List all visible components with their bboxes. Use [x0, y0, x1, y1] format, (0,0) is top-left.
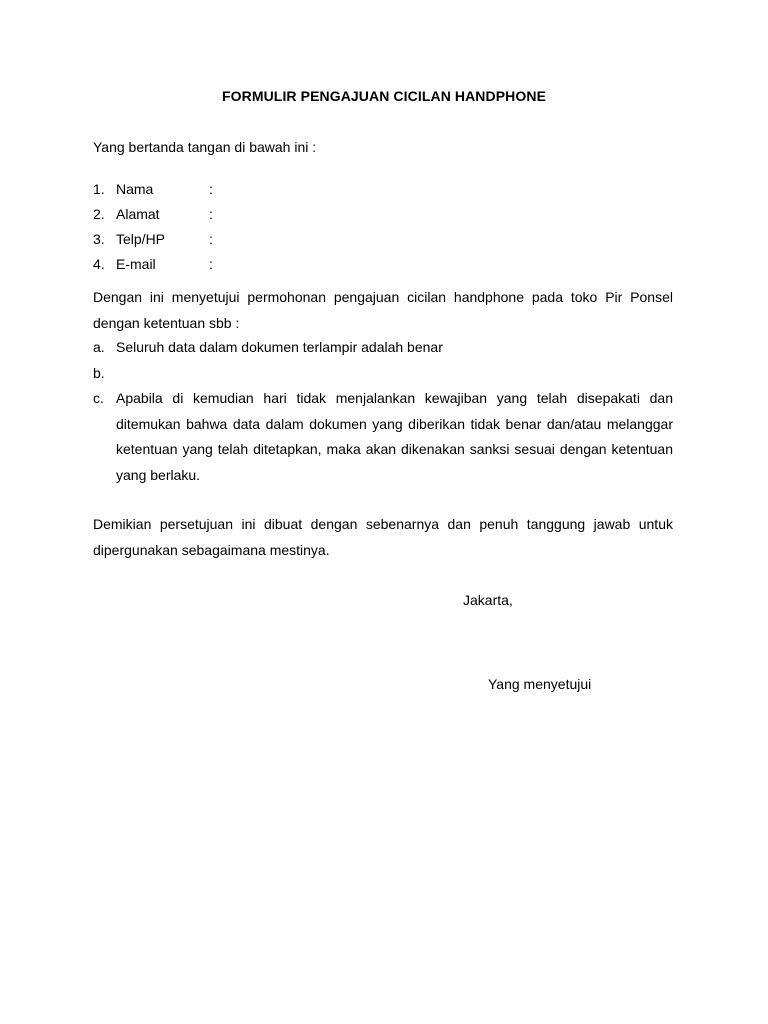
field-label: Telp/HP [116, 231, 166, 247]
field-number: 2. [93, 206, 105, 222]
approver-label: Yang menyetujui [488, 676, 592, 692]
field-alamat [93, 205, 493, 230]
term-letter: c. [93, 390, 104, 406]
field-label: E-mail [116, 256, 156, 272]
place-date: Jakarta, [463, 592, 513, 608]
term-item [93, 386, 673, 488]
term-text [116, 361, 673, 387]
field-colon: : [209, 181, 213, 197]
field-nama [93, 180, 493, 205]
term-letter: b. [93, 364, 105, 381]
field-colon: : [209, 206, 213, 222]
field-email [93, 255, 493, 280]
field-colon: : [209, 231, 213, 247]
field-number: 4. [93, 256, 105, 272]
field-number: 3. [93, 231, 105, 247]
term-item [93, 361, 673, 387]
identity-fields [93, 180, 493, 280]
intro-text: Yang bertanda tangan di bawah ini : [93, 139, 317, 155]
term-text: Apabila di kemudian hari tidak menjalankan kewajiban yang telah disepakati dan ditemukan bahwa data dalam dokumen yang diberikan tidak benar dan/atau melanggar ketentuan yang telah ditetapkan, maka akan dikenakan sanksi sesuai dengan ketentuan yang berlaku. [116, 390, 673, 483]
field-label: Nama [116, 181, 154, 197]
document-title: FORMULIR PENGAJUAN CICILAN HANDPHONE [221, 88, 547, 104]
agreement-paragraph: Dengan ini menyetujui permohonan pengajuan cicilan handphone pada toko Pir Ponsel dengan ketentuan sbb : [93, 289, 673, 331]
term-item [93, 335, 673, 361]
terms-list [93, 335, 673, 488]
term-letter: a. [93, 339, 105, 355]
field-number: 1. [93, 181, 105, 197]
field-label: Alamat [116, 206, 160, 222]
closing-paragraph: Demikian persetujuan ini dibuat dengan sebenarnya dan penuh tanggung jawab untuk dipergunakan sebagaimana mestinya. [93, 516, 673, 558]
field-colon: : [209, 256, 213, 272]
field-telp [93, 230, 493, 255]
term-text: Seluruh data dalam dokumen terlampir adalah benar [116, 339, 443, 355]
